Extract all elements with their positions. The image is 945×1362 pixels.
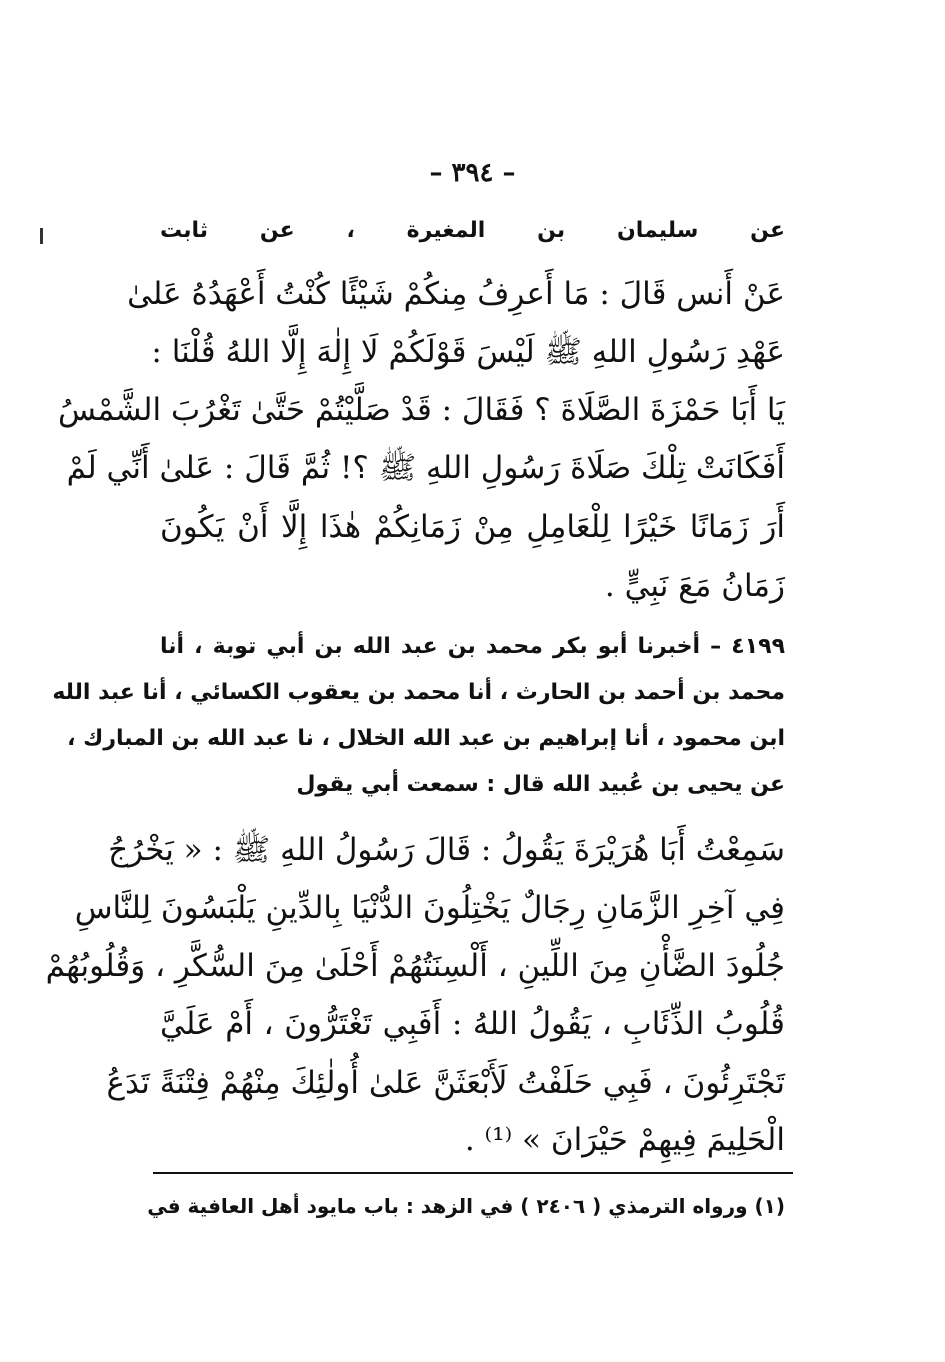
page-number: – ٣٩٤ – xyxy=(429,158,516,188)
hadith-line-1: سَمِعْتُ أَبَا هُرَيْرَةَ يَقُولُ : قَالَ رَسُولُ اللهِ ﷺ : « يَخْرُجُ xyxy=(108,832,785,868)
isnad-line-3: محمد بن أحمد بن الحارث ، أنا محمد بن يعقوب الكسائي ، أنا عبد الله xyxy=(52,680,785,705)
isnad-line-5: عن يحيى بن عُبيد الله قال : سمعت أبي يقول xyxy=(296,772,785,797)
hadith-line-2: فِي آخِرِ الزَّمَانِ رِجَالٌ يَخْتِلُونَ الدُّنْيَا بِالدِّينِ يَلْبَسُونَ لِلنَّاسِ xyxy=(74,890,785,926)
isnad-line-2: ٤١٩٩ – أخبرنا أبو بكر محمد بن عبد الله بن أبي توبة ، أنا xyxy=(160,634,785,659)
matn-line-4: أَفَكَانَتْ تِلْكَ صَلَاةَ رَسُولِ اللهِ ﷺ ؟! ثُمَّ قَالَ : عَلىٰ أَنِّي لَمْ xyxy=(66,450,785,486)
hadith-line-3: جُلُودَ الضَّأْنِ مِنَ اللِّينِ ، أَلْسِنَتُهُمْ أَحْلَىٰ مِنَ السُّكَّرِ ، وَقُلُوبُهُمْ xyxy=(45,948,785,984)
margin-mark xyxy=(40,228,43,244)
matn-line-2: عَهْدِ رَسُولِ اللهِ ﷺ لَيْسَ قَوْلَكُمْ لَا إِلٰهَ إِلَّا اللهُ قُلْنَا : xyxy=(151,334,785,370)
isnad-line-4: ابن محمود ، أنا إبراهيم بن عبد الله الخلال ، نا عبد الله بن المبارك ، xyxy=(67,726,785,751)
isnad-line-1: عن سليمان بن المغيرة ، عن ثابت xyxy=(160,218,785,243)
hadith-line-4: قُلُوبُ الذِّئَابِ ، يَقُولُ اللهُ : أَفَبِي تَغْتَرُّونَ ، أَمْ عَلَيَّ xyxy=(160,1006,785,1042)
footnote: (١) ورواه الترمذي ( ٢٤٠٦ ) في الزهد : باب مايود أهل العافية في xyxy=(147,1194,785,1218)
matn-line-5: أَرَ زَمَانًا خَيْرًا لِلْعَامِلِ مِنْ زَمَانِكُمْ هٰذَا إِلَّا أَنْ يَكُونَ xyxy=(160,509,785,545)
footnote-rule xyxy=(153,1172,793,1174)
hadith-line-6: الْحَلِيمَ فِيهِمْ حَيْرَانَ » ⁽¹⁾ . xyxy=(464,1122,785,1158)
matn-line-3: يَا أَبَا حَمْزَةَ الصَّلَاةَ ؟ فَقَالَ : قَدْ صَلَّيْتُمْ حَتَّىٰ تَغْرُبَ الشَّمْسُ xyxy=(57,392,785,428)
hadith-line-5: تَجْتَرِئُونَ ، فَبِي حَلَفْتُ لَأَبْعَثَنَّ عَلىٰ أُولٰئِكَ مِنْهُمْ فِتْنَةً تَدَعُ xyxy=(106,1065,785,1101)
matn-line-6: زَمَانُ مَعَ نَبِيٍّ . xyxy=(604,568,785,604)
matn-line-1: عَنْ أَنس قَالَ : مَا أَعرِفُ مِنكُمْ شَيْئًا كُنْتُ أَعْهَدُهُ عَلىٰ xyxy=(127,276,785,312)
